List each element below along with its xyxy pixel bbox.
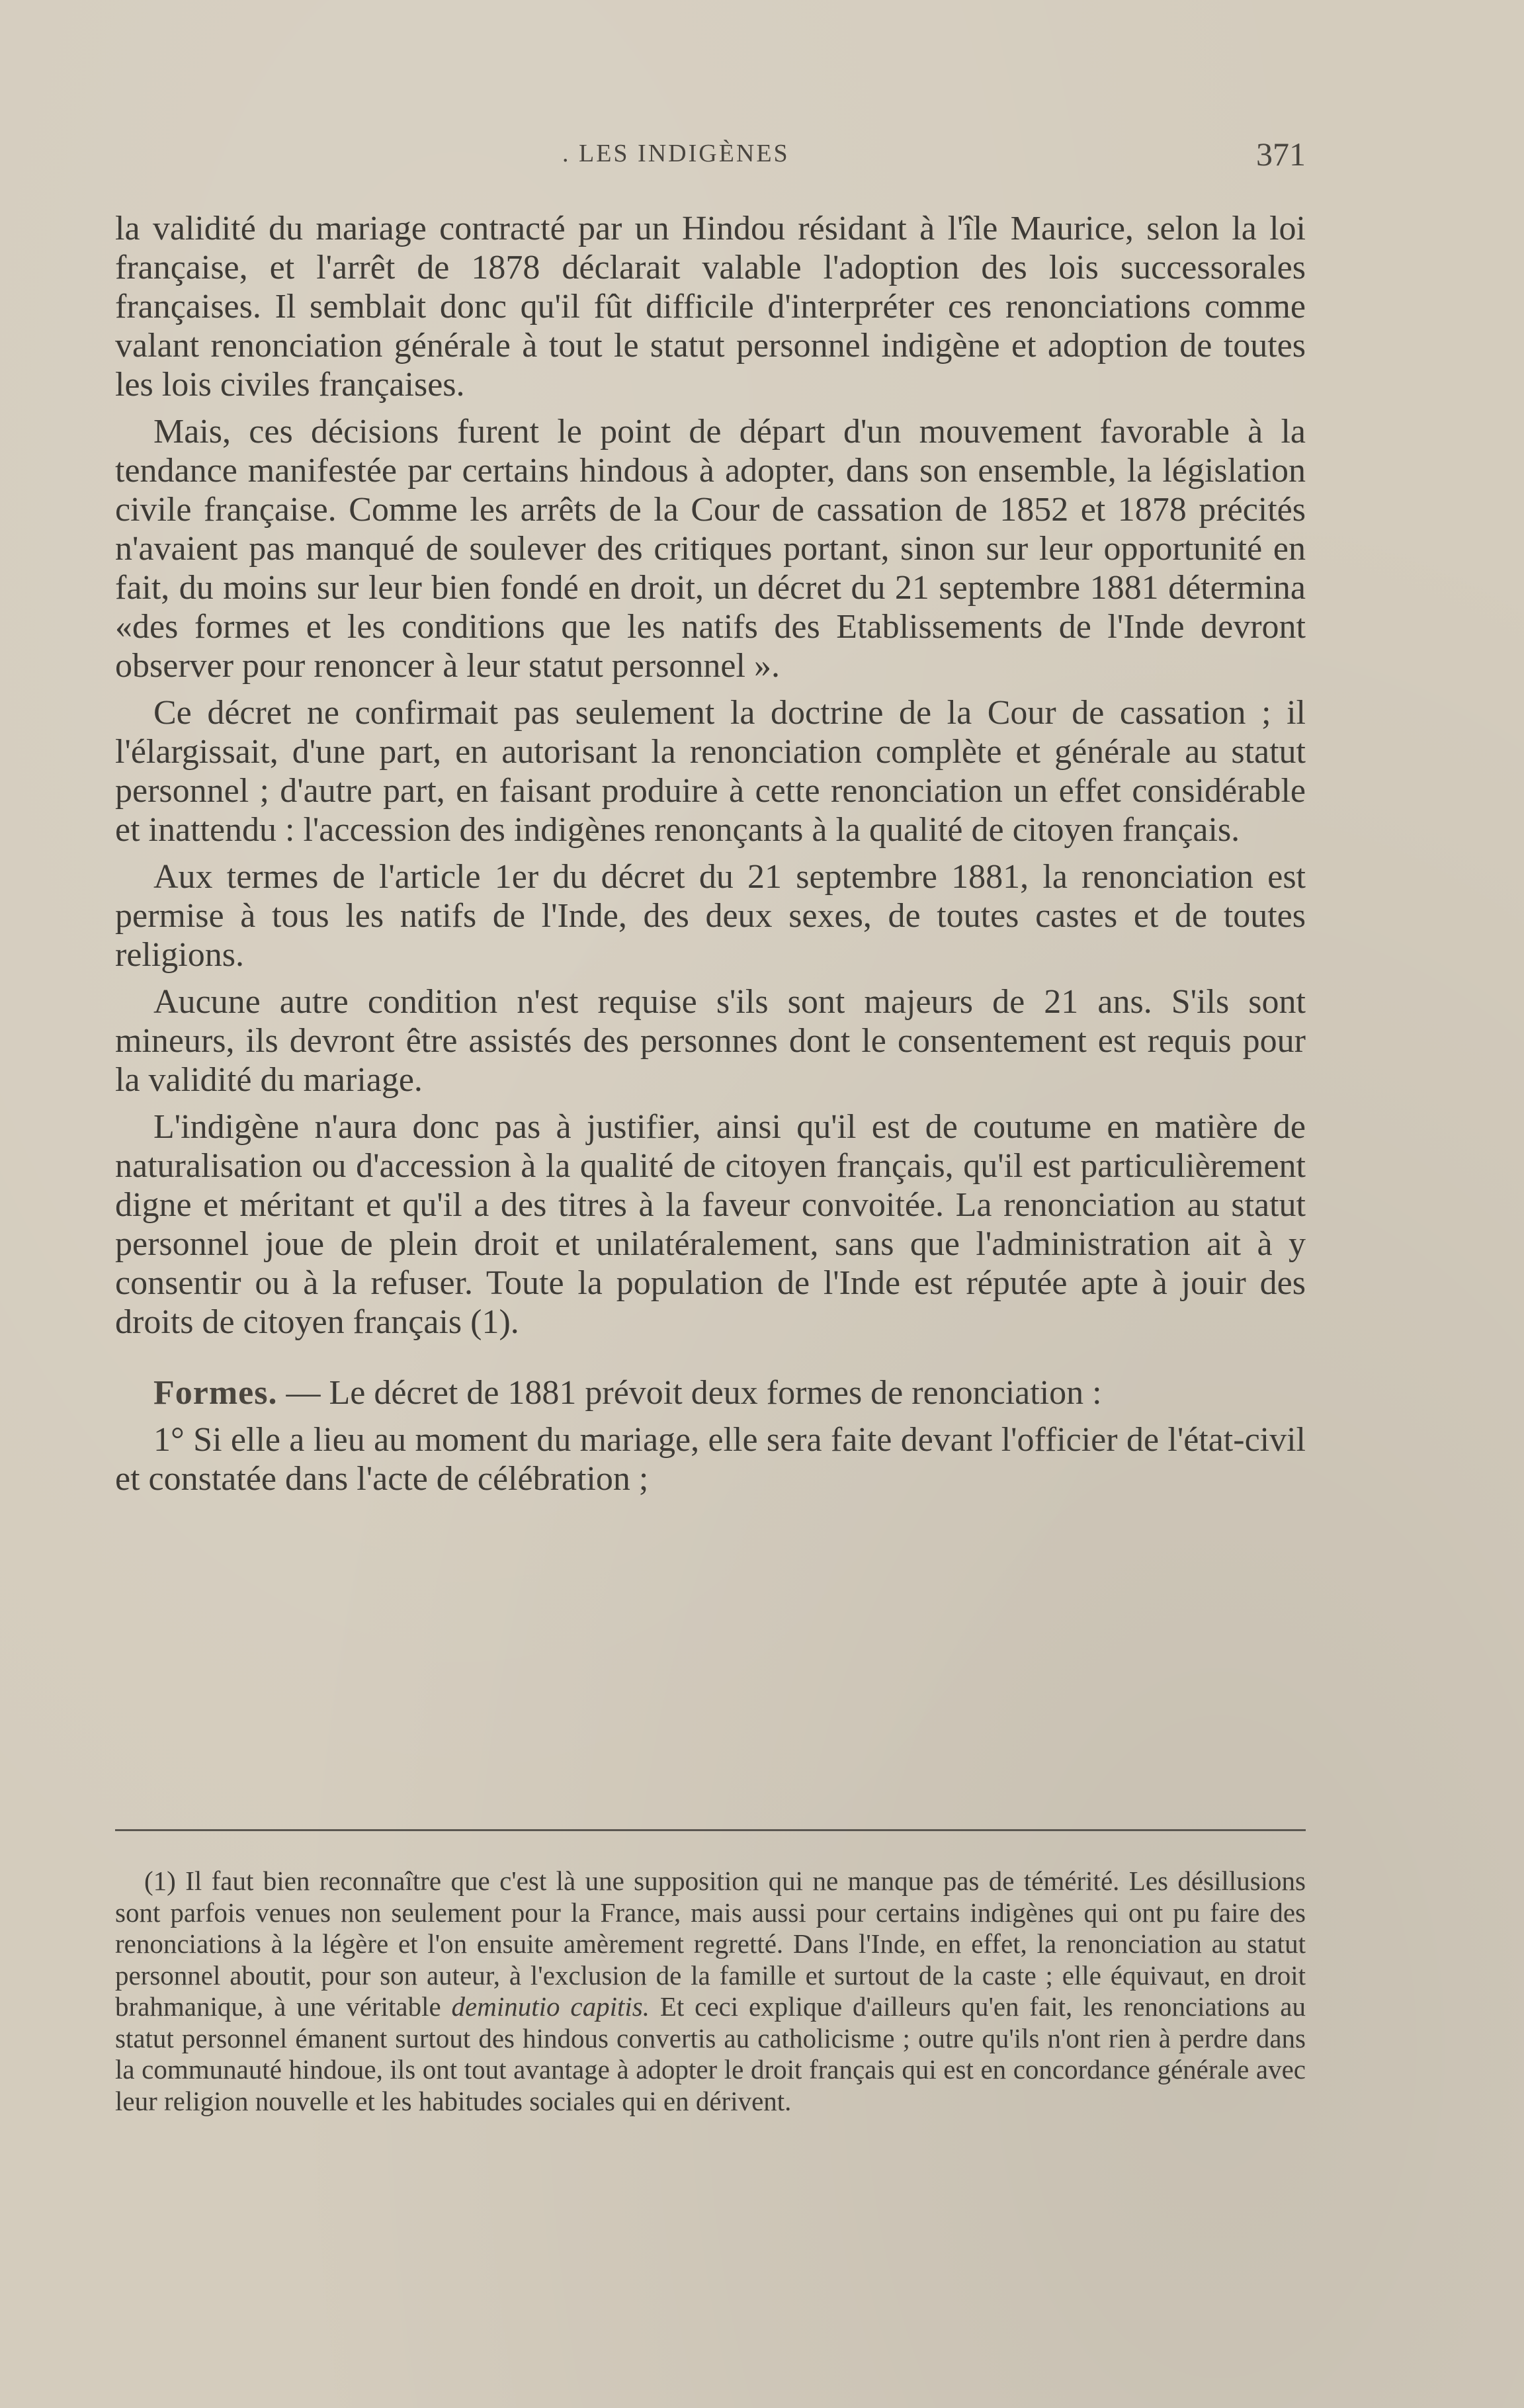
paragraph: Aux termes de l'article 1er du décret du 21 septembre 1881, la renonciation est permise à tous les natifs de l'Inde, des deux sexes, de toutes castes et de toutes religions. bbox=[115, 858, 1306, 974]
section-spacer bbox=[115, 1350, 1306, 1373]
footnote-latin-phrase: deminutio capitis. bbox=[451, 1991, 650, 2022]
page-number: 371 bbox=[1256, 136, 1306, 173]
section-heading-text: — Le décret de 1881 prévoit deux formes de renonciation : bbox=[277, 1374, 1102, 1412]
paragraph: Ce décret ne confirmait pas seulement la doctrine de la Cour de cassation ; il l'élargissait, d'une part, en autorisant la renonciation complète et générale au statut personnel ; d'autre part, en faisant produire à cette renonciation un effet considérable et inattendu : l'accession des indigènes renonçants à la qualité de citoyen français. bbox=[115, 694, 1306, 849]
section-heading: Formes. bbox=[153, 1374, 278, 1412]
paragraph: Mais, ces décisions furent le point de départ d'un mouvement favorable à la tendance manifestée par certains hindous à adopter, dans son ensemble, la législation civile française. Comme les arrêts de la Cour de cassation de 1852 et 1878 précités n'avaient pas manqué de soulever des critiques portant, sinon sur leur opportunité en fait, du moins sur leur bien fondé en droit, un décret du 21 septembre 1881 détermina «des formes et les conditions que les natifs des Etablissements de l'Inde devront observer pour renoncer à leur statut personnel ». bbox=[115, 413, 1306, 685]
section-paragraph bbox=[115, 1373, 1306, 1412]
running-head: . LES INDIGÈNES bbox=[562, 140, 790, 167]
footnote-text-a: (1) Il faut bien reconnaître que c'est là une supposition qui ne manque pas de témérité. Les désillusions sont parfois venues non seulement pour la France, mais aussi pour certains indigènes qui ont pu faire des renonciations à la légère et l'on ensuite amèrement regretté. Dans l'Inde, en effet, la renonciation au statut personnel aboutit, pour son auteur, à l'exclusion de la famille et surtout de la caste ; elle équivaut, en droit brahmanique, à une véritable bbox=[115, 1866, 1306, 2022]
page-header bbox=[0, 136, 1524, 179]
footnote-text-b: Et ceci explique d'ailleurs qu'en fait, les renonciations au statut personnel émanent surtout des hindous convertis au catholicisme ; outre qu'ils n'ont rien à perdre dans la communauté hindoue, ils ont tout avantage à adopter le droit français qui est en concordance générale avec leur religion nouvelle et les habitudes sociales qui en dérivent. bbox=[115, 1991, 1306, 2116]
footnote-rule bbox=[115, 1829, 1306, 1831]
body-text bbox=[115, 209, 1306, 1506]
paragraph: L'indigène n'aura donc pas à justifier, ainsi qu'il est de coutume en matière de naturalisation ou d'accession à la qualité de citoyen français, qu'il est particulièrement digne et méritant et qu'il a des titres à la faveur convoitée. La renonciation au statut personnel joue de plein droit et unilatéralement, sans que l'administration ait à y consentir ou à la refuser. Toute la population de l'Inde est réputée apte à jouir des droits de citoyen français (1). bbox=[115, 1108, 1306, 1341]
paragraph: la validité du mariage contracté par un Hindou résidant à l'île Maurice, selon la loi française, et l'arrêt de 1878 déclarait valable l'adoption des lois successorales françaises. Il semblait donc qu'il fût difficile d'interpréter ces renonciations comme valant renonciation générale à tout le statut personnel indigène et adoption de toutes les lois civiles françaises. bbox=[115, 210, 1306, 404]
paragraph: 1° Si elle a lieu au moment du mariage, elle sera faite devant l'officier de l'état-civil et constatée dans l'acte de célébration ; bbox=[115, 1421, 1306, 1498]
paragraph: Aucune autre condition n'est requise s'ils sont majeurs de 21 ans. S'ils sont mineurs, ils devront être assistés des personnes dont le consentement est requis pour la validité du mariage. bbox=[115, 983, 1306, 1099]
footnote-paragraph bbox=[115, 1866, 1306, 2117]
footnote bbox=[115, 1866, 1306, 2117]
